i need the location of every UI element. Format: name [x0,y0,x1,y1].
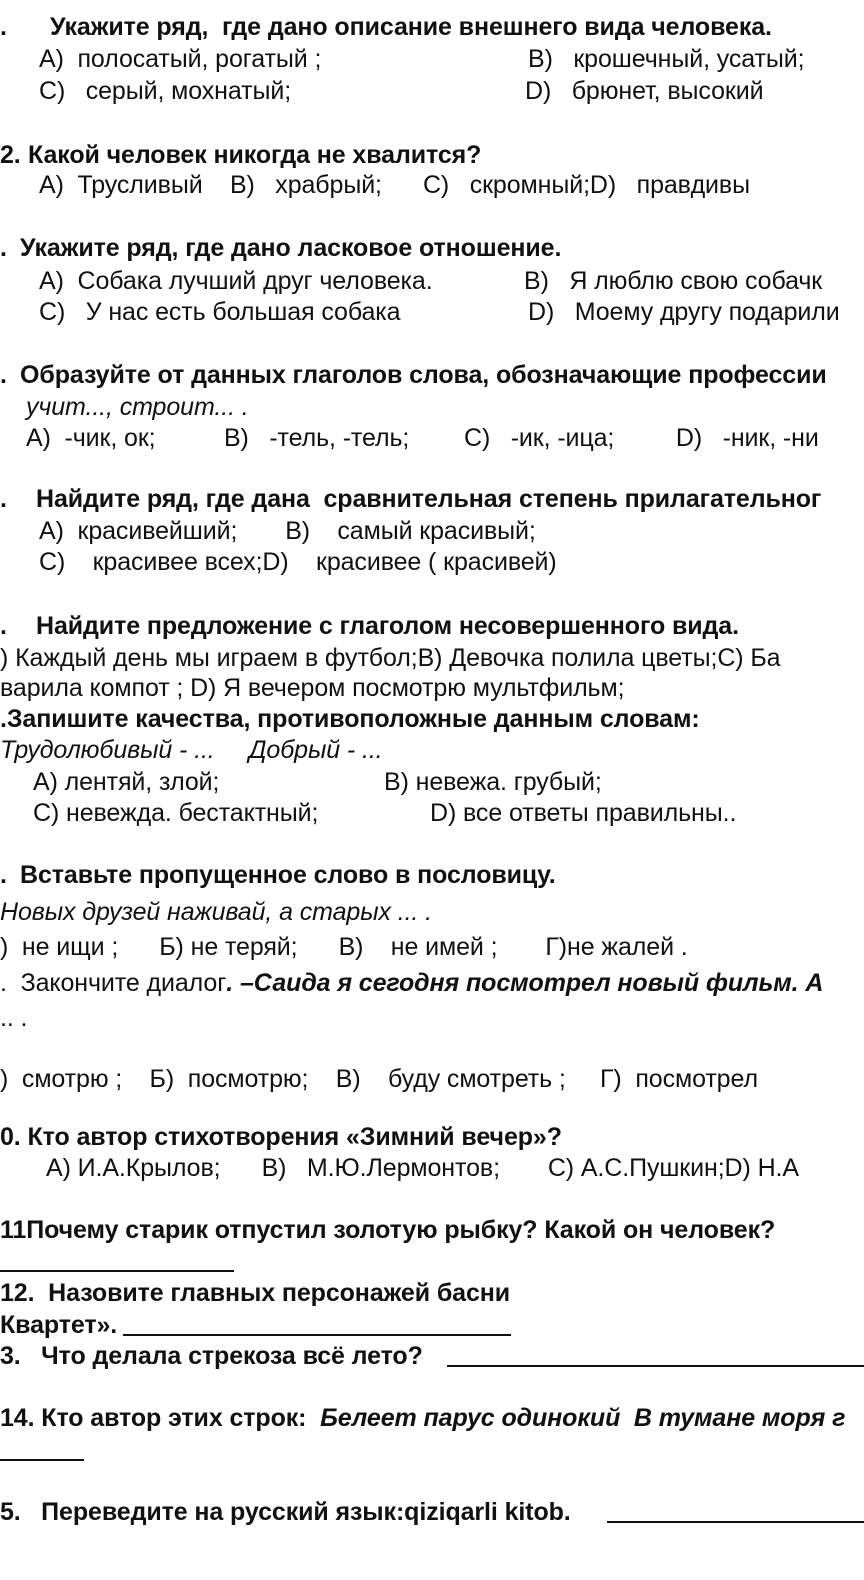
q1-option-b: B) крошечный, усатый; [528,45,805,73]
q4-question: Образуйте от данных глаголов слова, обозначающие профессии [20,361,827,389]
q10-question: 0. Кто автор стихотворения «Зимний вечер»? [0,1123,562,1151]
q14-quote: Белеет парус одинокий В тумане моря г [320,1404,846,1432]
q12-question: 12. Назовите главных персонажей басни [0,1279,511,1307]
q4-number: . [0,361,7,389]
q12-answer-line [123,1334,511,1336]
q9-question-text: Закончите диалог [20,969,227,997]
q7-option-b: B) невежа. грубый; [384,768,602,796]
q6-question: Найдите предложение с глаголом несовершенного вида. [36,612,739,640]
q4-options: A) -чик, ок; B) -тель, -тель; C) -ик, -ица; D) -ник, -ни [26,424,819,452]
q7-words: Трудолюбивый - ... Добрый - ... [0,736,383,764]
q3-question: Укажите ряд, где дано ласковое отношение. [20,234,562,262]
q8-number: . [0,861,7,889]
q4-verbs: учит..., строит... . [26,393,249,421]
q14-question [0,1403,845,1433]
q9-question [0,968,823,998]
q1-question: Укажите ряд, где дано описание внешнего вида человека. [50,13,772,41]
q2-options: A) Трусливый B) храбрый; C) скромный;D) правдивы [39,171,750,199]
q14-label: 14. Кто автор этих строк: [0,1404,321,1432]
q9-continuation: .. . [0,1004,28,1032]
q5-options-cd: C) красивее всех;D) красивее ( красивей) [39,548,557,576]
q11-answer-line [0,1270,234,1272]
q7-question: .Запишите качества, противоположные данным словам: [0,705,700,733]
q7-option-c: C) невежда. бестактный; [33,799,319,827]
q1-option-a: A) полосатый, рогатый ; [39,45,322,73]
q6-number: . [0,612,7,640]
q6-options-line1: ) Каждый день мы играем в футбол;B) Девочка полила цветы;C) Ба [0,644,781,672]
q7-option-d: D) все ответы правильны.. [430,799,737,827]
q2-number: 2. [0,141,21,169]
q9-number: . [0,969,7,997]
q9-dialogue: . –Саида я сегодня посмотрел новый фильм. А [226,969,824,997]
q6-options-line2: варила компот ; D) Я вечером посмотрю мультфильм; [0,674,625,702]
q13-question: 3. Что делала стрекоза всё лето? [0,1342,423,1370]
q13-answer-line [447,1365,864,1367]
q8-options: ) не ищи ; Б) не теряй; В) не имей ; Г)не жалей . [0,933,688,961]
q1-option-c: C) серый, мохнатый; [39,77,292,105]
q1-option-d: D) брюнет, высокий [525,77,764,105]
q10-options: A) И.А.Крылов; B) М.Ю.Лермонтов; C) А.С.Пушкин;D) Н.А [46,1154,799,1182]
q11-question: 11Почему старик отпустил золотую рыбку? Какой он человек? [0,1216,776,1244]
q5-number: . [0,485,7,513]
q3-option-d: D) Моему другу подарили [528,298,840,326]
q3-number: . [0,234,7,262]
q3-option-c: C) У нас есть большая собака [39,298,401,326]
q5-options-ab: A) красивейший; B) самый красивый; [39,517,536,545]
q3-option-b: B) Я люблю свою собачк [524,267,823,295]
q9-options: ) смотрю ; Б) посмотрю; В) буду смотреть ; Г) посмотрел [0,1065,758,1093]
q15-question: 5. Переведите на русский язык:qiziqarli kitob. [0,1498,578,1526]
q8-question: Вставьте пропущенное слово в пословицу. [20,861,556,889]
q2-question: Какой человек никогда не хвалится? [28,141,482,169]
q3-option-a: A) Собака лучший друг человека. [39,267,433,295]
q12-question-cont: Квартет». [0,1311,118,1339]
q8-proverb: Новых друзей наживай, а старых ... . [0,898,432,926]
q14-answer-line [0,1459,84,1461]
q7-option-a: A) лентяй, злой; [33,768,220,796]
q1-number: . [0,13,7,41]
q15-answer-line [607,1521,864,1523]
q5-question: Найдите ряд, где дана сравнительная степень прилагательног [36,485,822,513]
